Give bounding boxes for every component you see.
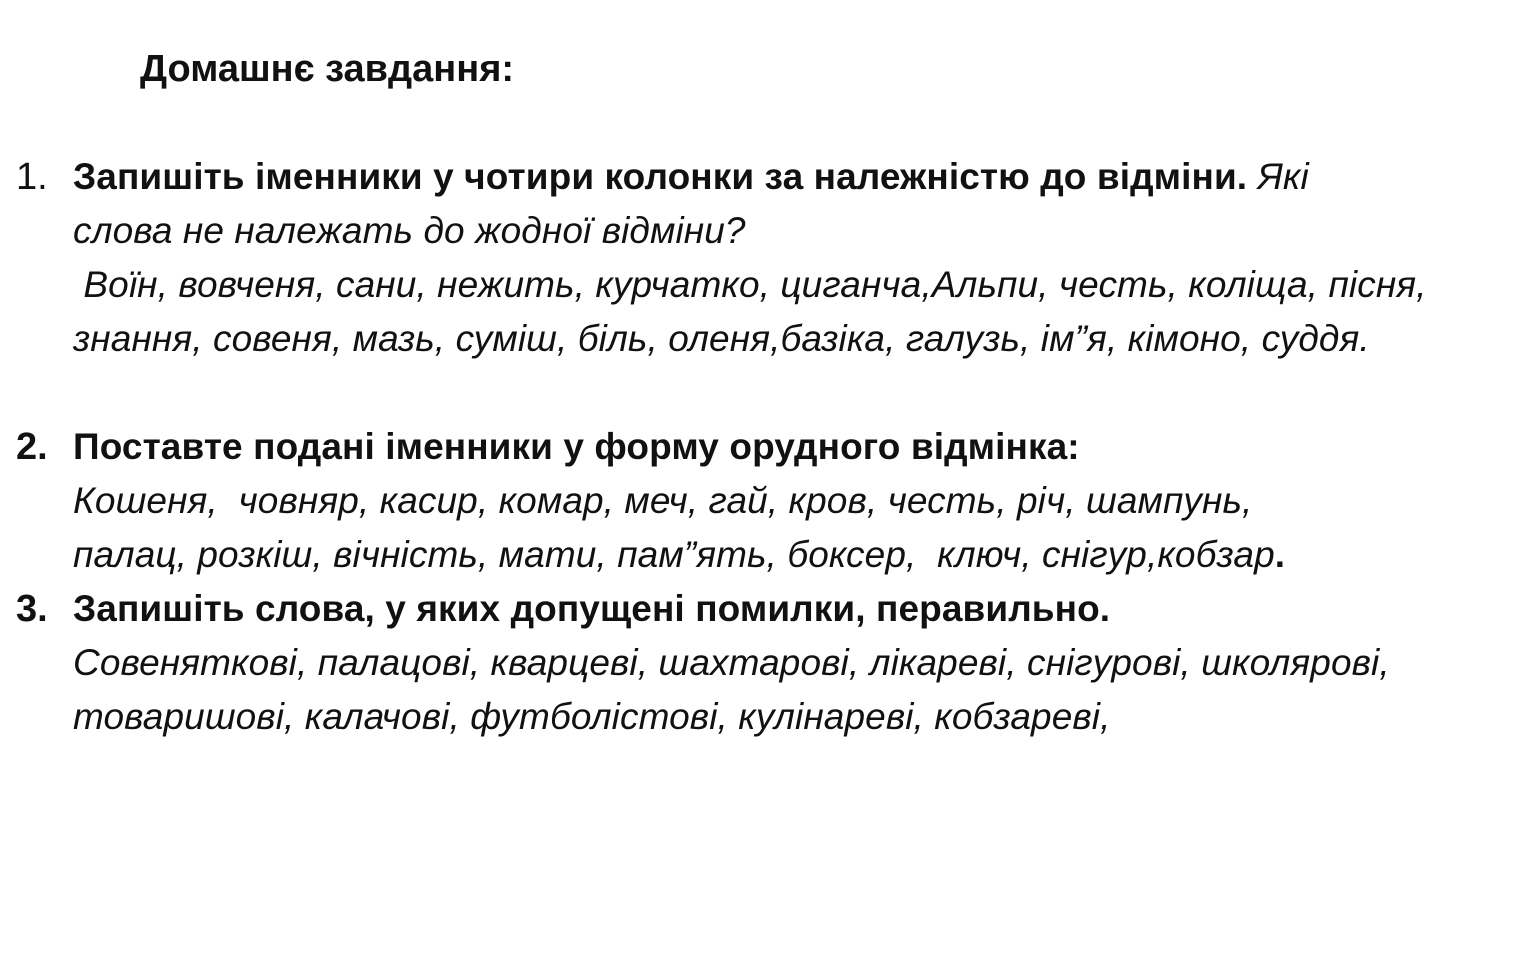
task-1-question-part2: слова не належать до жодної відміни? xyxy=(73,210,746,251)
task-2-number: 2. xyxy=(16,426,48,468)
task-1-words-line1: Воїн, вовченя, сани, нежить, курчатко, циганча,Альпи, честь, коліща, пісня, xyxy=(73,264,1427,305)
task-1-number: 1. xyxy=(16,156,48,198)
task-1-instruction-line xyxy=(73,156,1309,198)
task-3-words-line2: товаришові, калачові, футболістові, кулінареві, кобзареві, xyxy=(73,696,1111,737)
task-2-instruction: Поставте подані іменники у форму орудного відмінка: xyxy=(73,426,1080,467)
task-1-instruction: Запишіть іменники у чотири колонки за належністю до відміни. xyxy=(73,156,1248,197)
task-3-number: 3. xyxy=(16,588,48,630)
task-1-question-part1: Які xyxy=(1257,156,1309,197)
task-2-words-line2-wrap xyxy=(73,534,1285,576)
task-3-words-line1: Совеняткові, палацові, кварцеві, шахтарові, лікареві, снігурові, школярові, xyxy=(73,642,1390,683)
task-2-words-line2: палац, розкіш, вічність, мати, пам”ять, боксер, ключ, снігур,кобзар xyxy=(73,534,1275,575)
task-1-words-line2: знання, совеня, мазь, суміш, біль, оленя,базіка, галузь, ім”я, кімоно, суддя. xyxy=(73,318,1370,359)
page-title: Домашнє завдання: xyxy=(140,48,515,90)
task-2-words-line2-end: . xyxy=(1274,534,1286,575)
task-2-words-line1: Кошеня, човняр, касир, комар, меч, гай, кров, честь, річ, шампунь, xyxy=(73,480,1253,521)
task-3-instruction: Запишіть слова, у яких допущені помилки, перавильно. xyxy=(73,588,1111,629)
